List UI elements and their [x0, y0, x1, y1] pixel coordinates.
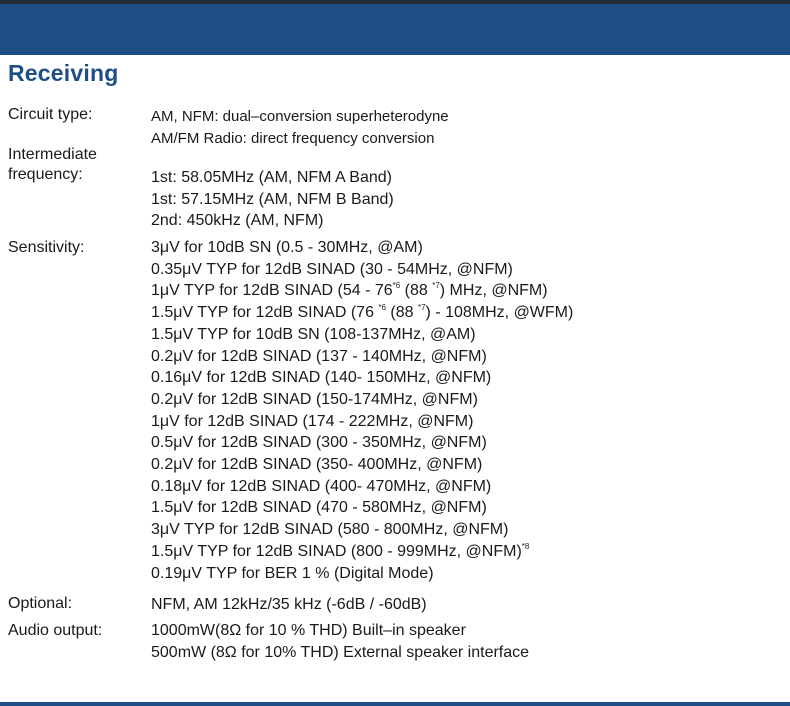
label-intermediate-frequency: Intermediate frequency: [8, 146, 97, 183]
spec-line: 1000mW(8Ω for 10 % THD) Built–in speaker [151, 622, 466, 639]
values-sensitivity [151, 237, 573, 584]
header-banner [0, 4, 790, 55]
spec-line: 1.5μV TYP for 10dB SN (108-137MHz, @AM) [151, 325, 476, 343]
footnote-marker: *7 [432, 281, 440, 291]
spec-line: 0.16μV for 12dB SINAD (140- 150MHz, @NFM) [151, 369, 492, 387]
spec-line: 1st: 57.15MHz (AM, NFM B Band) [151, 190, 394, 208]
values-intermediate-frequency [151, 167, 394, 232]
spec-line: 3μV for 10dB SN (0.5 - 30MHz, @AM) [151, 239, 423, 256]
spec-line: 0.2μV for 12dB SINAD (137 - 140MHz, @NFM) [151, 347, 487, 365]
label-sensitivity: Sensitivity: [8, 239, 85, 256]
spec-line: 0.35μV TYP for 12dB SINAD (30 - 54MHz, @NFM) [151, 260, 513, 278]
spec-line: 0.2μV for 12dB SINAD (350- 400MHz, @NFM) [151, 456, 483, 474]
section-title: Receiving [8, 60, 119, 86]
spec-line: 0.18μV for 12dB SINAD (400- 470MHz, @NFM) [151, 477, 492, 495]
spec-line: 2nd: 450kHz (AM, NFM) [151, 212, 324, 230]
footnote-marker: *6 [392, 281, 401, 291]
spec-line: 0.5μV for 12dB SINAD (300 - 350MHz, @NFM) [151, 434, 487, 452]
spec-line: 1.5μV for 12dB SINAD (470 - 580MHz, @NFM) [151, 499, 487, 517]
spec-line: 500mW (8Ω for 10% THD) External speaker interface [151, 643, 530, 661]
spec-line: 0.19μV TYP for BER 1 % (Digital Mode) [151, 564, 434, 582]
label-optional: Optional: [8, 595, 73, 612]
spec-line: AM/FM Radio: direct frequency conversion [151, 129, 435, 147]
footnote-marker: *7 [417, 303, 426, 313]
footnote-marker: *8 [521, 541, 530, 551]
spec-line: 1.5μV TYP for 12dB SINAD (800 - 999MHz, @NFM)$^{*8}$ [151, 541, 530, 560]
bottom-rule [0, 702, 790, 706]
spec-line: 1st: 58.05MHz (AM, NFM A Band) [151, 169, 392, 186]
spec-line: 1.5μV TYP for 12dB SINAD (76 $^{*6}$ (88 $^{*7}$) - 108MHz, @WFM) [151, 303, 574, 322]
label-audio-output: Audio output: [8, 622, 103, 639]
spec-line: 1μV TYP for 12dB SINAD (54 - 76$^{*6}$ (88 $^{*7}$) MHz, @NFM) [151, 281, 548, 300]
spec-line: 3μV TYP for 12dB SINAD (580 - 800MHz, @NFM) [151, 521, 509, 539]
label-circuit-type: Circuit type: [8, 106, 93, 123]
values-optional [151, 594, 427, 616]
spec-line: 1μV for 12dB SINAD (174 - 222MHz, @NFM) [151, 412, 474, 430]
values-audio-output [151, 620, 529, 663]
values-circuit-type [151, 106, 449, 149]
spec-line: 0.2μV for 12dB SINAD (150-174MHz, @NFM) [151, 390, 478, 408]
spec-line: NFM, AM 12kHz/35 kHz (-6dB / -60dB) [151, 596, 427, 613]
spec-line: AM, NFM: dual–conversion superheterodyne [151, 108, 449, 125]
footnote-marker: *6 [378, 303, 386, 313]
